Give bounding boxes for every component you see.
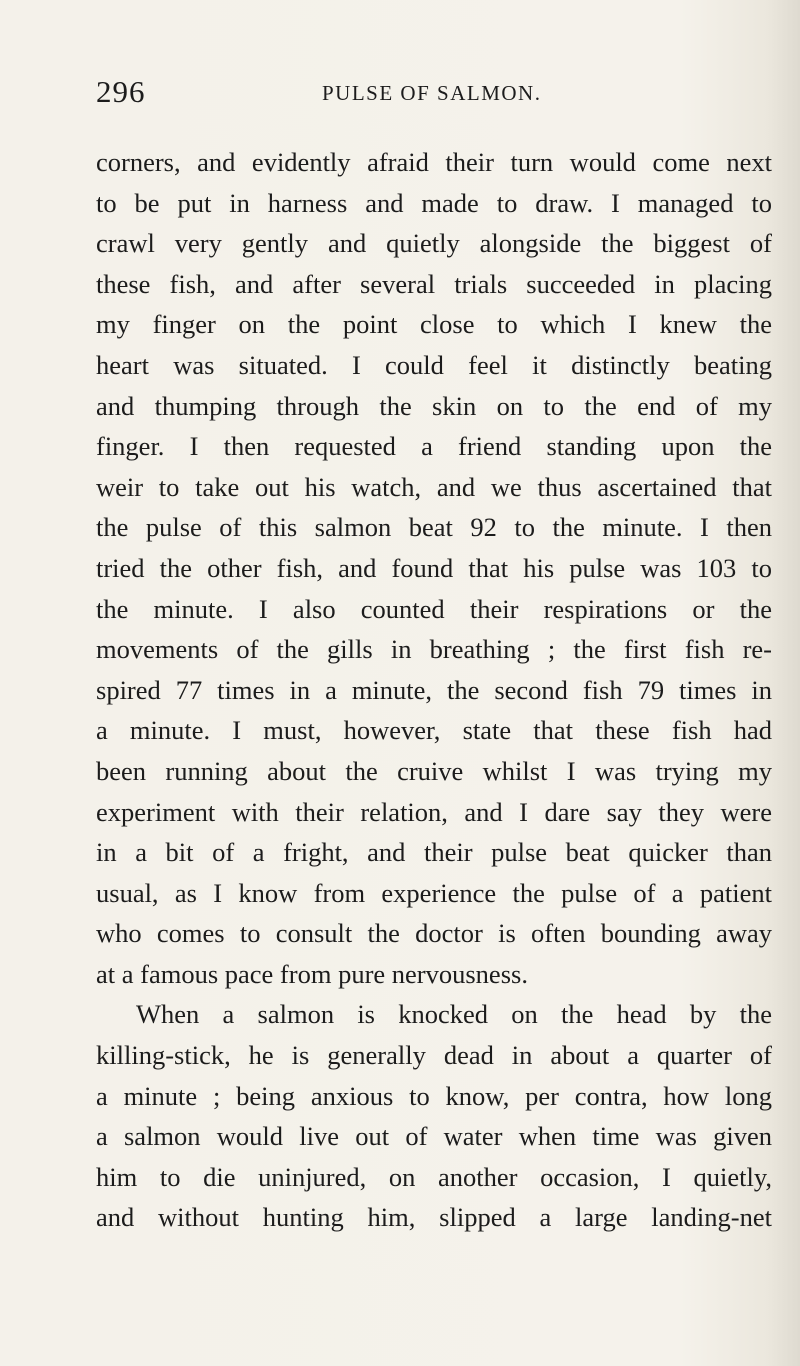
text-line: been running about the cruive whilst I was trying my [96,755,772,786]
text-line: a minute. I must, however, state that these fish had [96,715,772,746]
running-title: PULSE OF SALMON. [322,81,542,105]
text-line: and thumping through the skin on to the end of my [96,390,772,421]
text-line: movements of the gills in breathing ; the first fish re- [96,634,772,665]
text-line: in a bit of a fright, and their pulse beat quicker than [96,837,772,868]
text-line: a minute ; being anxious to know, per contra, how long [96,1080,772,1111]
paragraph-start-line: When a salmon is knocked on the head by the [136,999,772,1030]
text-line: experiment with their relation, and I dare say they were [96,796,772,827]
text-line: these fish, and after several trials succeeded in placing [96,268,772,299]
text-line: crawl very gently and quietly alongside the biggest of [96,228,772,259]
body-text [96,142,772,1238]
text-line: and without hunting him, slipped a large landing-net [96,1202,772,1233]
page-header [96,74,736,114]
text-line: finger. I then requested a friend standing upon the [96,431,772,462]
page-number: 296 [96,74,146,109]
text-line: a salmon would live out of water when time was given [96,1121,772,1152]
text-line: corners, and evidently afraid their turn would come next [96,147,772,177]
text-line: killing-stick, he is generally dead in about a quarter of [96,1040,772,1071]
text-line: spired 77 times in a minute, the second fish 79 times in [96,674,772,705]
text-line: tried the other fish, and found that his pulse was 103 to [96,552,772,583]
text-line: at a famous pace from pure nervousness. [96,958,528,989]
text-line: him to die uninjured, on another occasion, I quietly, [96,1161,772,1192]
text-line: the pulse of this salmon beat 92 to the minute. I then [96,512,772,543]
text-line: the minute. I also counted their respirations or the [96,593,772,624]
text-line: to be put in harness and made to draw. I managed to [96,187,772,218]
text-line: heart was situated. I could feel it distinctly beating [96,349,772,380]
text-line: who comes to consult the doctor is often bounding away [96,918,772,949]
text-line: my finger on the point close to which I knew the [96,309,772,340]
text-line: weir to take out his watch, and we thus ascertained that [96,471,772,502]
text-line: usual, as I know from experience the pulse of a patient [96,877,772,908]
